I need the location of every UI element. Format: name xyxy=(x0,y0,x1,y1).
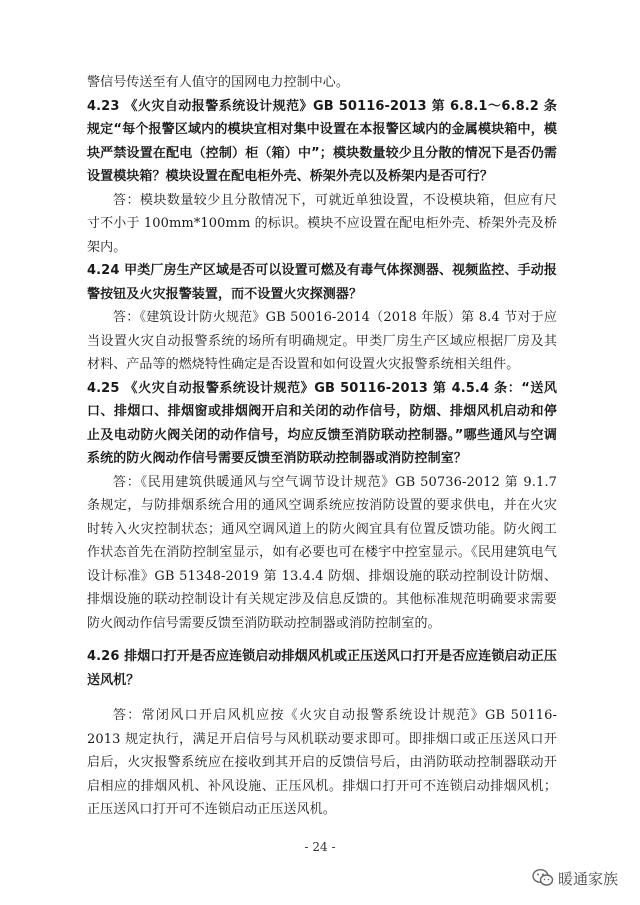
answer-4-23: 答：模块数量较少且分散情况下，可就近单独设置，不设模块箱，但应有尺寸不小于 100mm*100mm 的标识。模块不应设置在配电柜外壳、桥架外壳及桥架内。 xyxy=(87,192,557,255)
answer-4-26: 答：常闭风口开启风机应按《火灾自动报警系统设计规范》GB 50116-2013 规定执行，满足开启信号与风机联动要求即可。即排烟口或正压送风口开启后，火灾报警系统应在接收到其开启的反馈信号后，由消防联动控制器联动开启相应的排烟风机、补风设施、正压风机。排烟口打开可不连锁启动排烟风机；正压送风口打开可不连锁启动正压送风机。 xyxy=(87,708,557,817)
question-4-25: 4.25 《火灾自动报警系统设计规范》GB 50116-2013 第 4.5.4 条：“送风口、排烟口、排烟窗或排烟阀开启和关闭的动作信号，防烟、排烟风机启动和停止及电动防火阀关闭的动作信号，均应反馈至消防联动控制器。”哪些通风与空调系统的防火阀动作信号需要反馈至消防联动控制器或消防控制室？ xyxy=(87,380,557,466)
paragraph-block-1 xyxy=(87,71,557,635)
wechat-icon xyxy=(532,868,554,888)
answer-4-25: 答：《民用建筑供暖通风与空气调节设计规范》GB 50736-2012 第 9.1.7 条规定，与防排烟系统合用的通风空调系统应按消防设置的要求供电，并在火灾时转入火灾控制状态；通风空调风道上的防火阀宜具有位置反馈功能。防火阀工作状态首先在消防控制室显示，如有必要也可在楼宇中控室显示。《民用建筑电气设计标准》GB 51348-2019 第 13.4.4 防烟、排烟设施的联动控制设计防烟、排烟设施的联动控制设计有关规定涉及信息反馈的。其他标准规范明确要求需要防火阀动作信号需要反馈至消防联动控制器或消防控制室的。 xyxy=(87,474,557,631)
question-4-24: 4.24 甲类厂房生产区域是否可以设置可燃及有毒气体探测器、视频监控、手动报警按钮及火灾报警装置，而不设置火灾探测器？ xyxy=(87,263,557,302)
answer-4-24: 答：《建筑设计防火规范》GB 50016-2014（2018 年版）第 8.4 节对于应当设置火灾自动报警系统的场所有明确规定。甲类厂房生产区域应根据厂房及其材料、产品等的燃烧特性确定是否设置和如何设置火灾报警系统相关组件。 xyxy=(87,310,557,372)
question-4-26: 4.26 排烟口打开是否应连锁启动排烟风机或正压送风口打开是否应连锁启动正压送风机？ xyxy=(87,649,557,688)
question-4-23: 4.23 《火灾自动报警系统设计规范》GB 50116-2013 第 6.8.1～6.8.2 条规定“每个报警区域内的模块宜相对集中设置在本报警区域内的金属模块箱中，模块严禁设置在配电（控制）柜（箱）中”；模块数量较少且分散的情况下是否仍需设置模块箱？模块设置在配电柜外壳、桥架外壳以及桥架内是否可行？ xyxy=(87,98,557,184)
paragraph-answer-continued: 警信号传送至有人值守的国网电力控制中心。 xyxy=(87,75,350,90)
page-number: - 24 - xyxy=(304,840,336,854)
watermark xyxy=(532,866,618,890)
watermark-text: 暖通家族 xyxy=(558,869,619,888)
paragraph-block-2 xyxy=(87,645,557,822)
